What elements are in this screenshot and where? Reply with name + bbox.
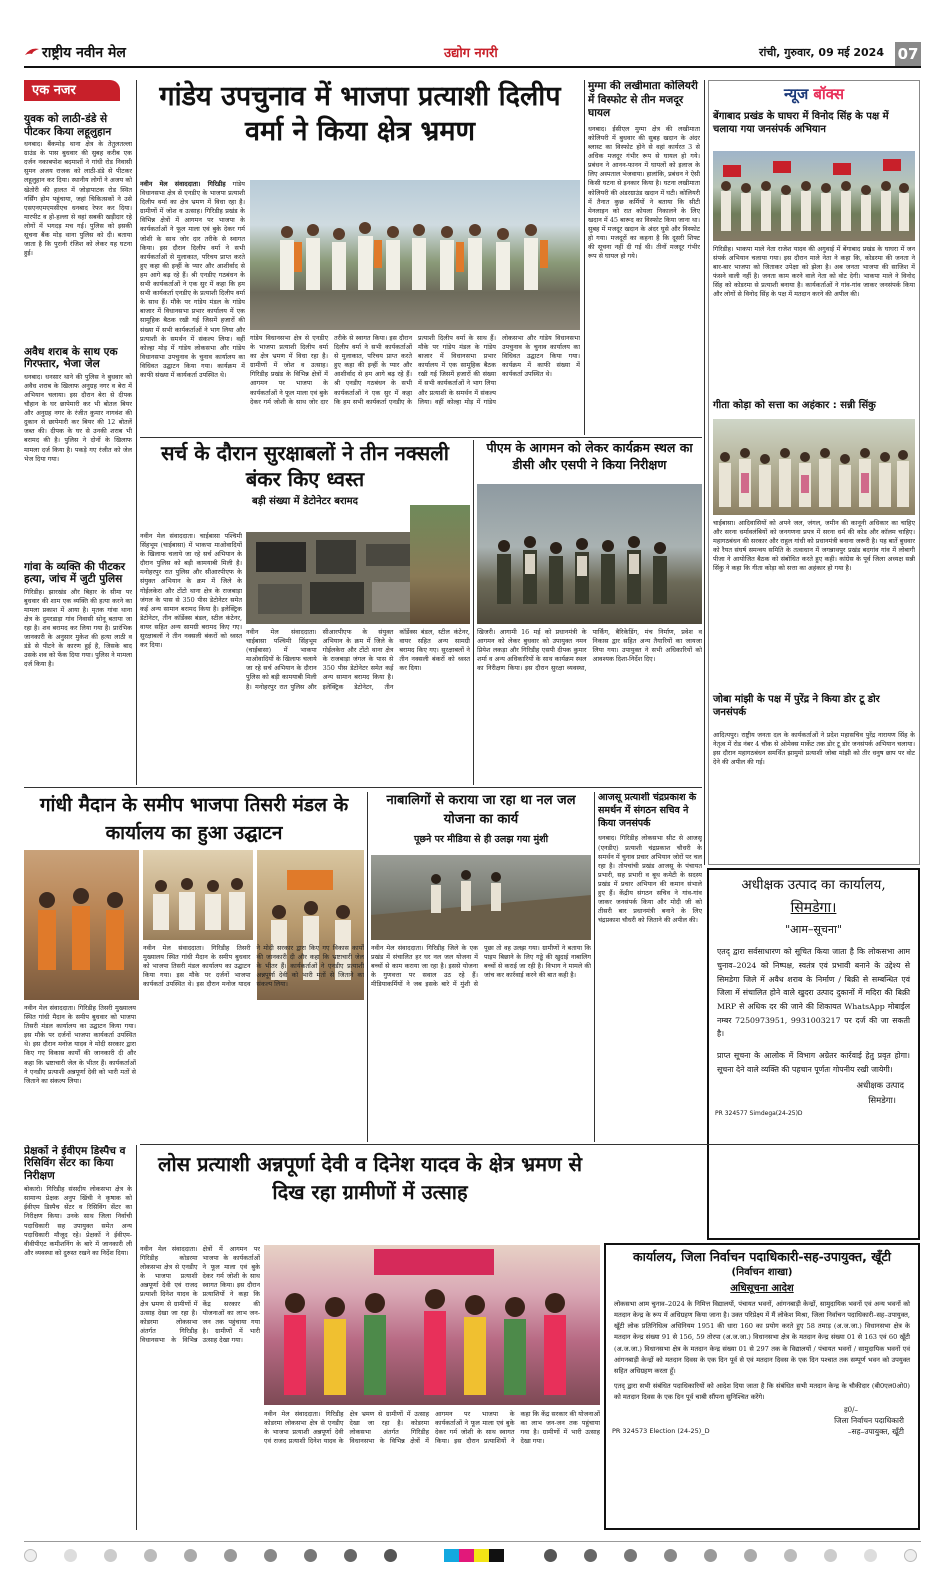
reg-dot (184, 1549, 197, 1562)
divider (136, 80, 137, 785)
reg-dot (144, 1549, 157, 1562)
black-swatch (489, 1549, 504, 1562)
divider (140, 1144, 920, 1145)
excise-ad-office: अधीक्षक उत्पाद का कार्यालय, (741, 877, 886, 893)
naxal-story-headline: सर्च के दौरान सुरक्षाबलों ने तीन नक्सली बंकर किए ध्वस्त (161, 441, 449, 491)
left-item-2-body: धनबाद। धनसार थाने की पुलिस ने बुधवार को अवैध शराब के खिलाफ अनुग्रह नगर व बेरा में अभियान चलाया। इस दौरान बेरा से दीपक चौहान के घर छापेमारी कर भी बोतल बियर और अनुग्रह नगर के रंजीत कुमार नागवंश की दुकान से छापेमारी कर बियर की 12 बोतलें जब्त की। दीपक के घर से उनकी शराब भी बरामद की है। पुलिस ने दोनों के खिलाफ मामला दर्ज किया है। पकड़े गए रंजीत को जेल भेज दिया गया। (24, 372, 132, 463)
left-column-header: एक नजर (24, 80, 120, 101)
gandhi-story-body: नवीन मेल संवाददाता। गिरिडीह तिसरी मुख्यालय स्थित गांधी मैदान के समीप बुधवार को भाजपा तिसरी मंडल कार्यालय का उद्घाटन किया गया। इस मौके पर दर्जनों भाजपा कार्यकर्ता उपस्थित थे। इस दौरान मनोज यादव ने मोदी सरकार द्वारा किए गए विकास कार्यों की जानकारी दी और कहा कि भ्रष्टाचारी जेल के भीतर हैं। कार्यकर्ताओं ने एनडीए प्रत्याशी अन्नपूर्णा देवी को भारी मतों से जिताने का संकल्प लिया। (24, 1004, 136, 1085)
election-ad-body-2: एतद् द्वारा सभी संबंधित पदाधिकारियों को आदेश दिया जाता है कि संबंधित सभी मतदान केन्द्र के चौकीदार (बी0एल0ओ0) को मतदान दिवस के एक दिन पूर्व चाबी सौंपना सुनिश्चित करेंगे। (614, 1382, 910, 1402)
paper-logo-bird-icon (24, 45, 40, 59)
reg-dot (264, 1549, 277, 1562)
ajsu-story-body: धनबाद। गिरिडीह लोकसभा सीट से आजसू (एनडीए) प्रत्याशी चंद्रप्रकाश चौधरी के समर्थन में चुनाव प्रचार अभियान जोरों पर चल रहा है। तोपचांची प्रखंड आजसू के पंचायत प्रभारी, सह प्रभारी व बूथ कमेटी के सदस्य प्रखंड में प्रचार अभियान की कमान संभाले हुए हैं। केंद्रीय संगठन सचिव ने गांव-गांव जाकर जनसंपर्क किया और मोदी जी को तीसरी बार प्रधानमंत्री बनाने के लिए चंद्रप्रकाश चौधरी को जिताने की अपील की। (598, 834, 702, 925)
reg-dot (624, 1549, 637, 1562)
water-story-body: नवीन मेल संवाददाता। गिरिडीह जिले के एक प्रखंड में संचालित हर घर नल जल योजना में बच्चों से काम कराया जा रहा है। इससे योजना के गुणवत्ता पर सवाल उठ रहे हैं। मीडियाकर्मियों ने जब इसके बारे में मुंशी से पूछा तो वह उलझ गया। ग्रामीणों ने बताया कि पाइप बिछाने के लिए गड्ढे की खुदाई नाबालिग बच्चों से कराई जा रही है। विभाग ने मामले की जांच कर कार्रवाई करने की बात कही है। (371, 944, 591, 989)
divider (473, 440, 474, 785)
election-ad-memo: ह0/– (843, 1405, 858, 1414)
news-box-story-1-headline: बेंगाबाद प्रखंड के घाघरा में विनोद सिंह के पक्ष में चलाया गया जनसंपर्क अभियान (713, 110, 889, 135)
annpurna-story-text-cols-2 (264, 1410, 600, 1530)
divider (136, 1145, 137, 1530)
election-ad-signatory: जिला निर्वाचन पदाधिकारी (834, 1415, 904, 1425)
news-box (708, 80, 920, 865)
news-box-story-1-photo (713, 151, 915, 241)
coal-story-headline: मुग्मा की लखीमाता कोलियरी में विस्फोट से तीन मजदूर घायल (588, 80, 698, 120)
news-box-story-3-body: आदित्यपुर। राष्ट्रीय जनता दल के कार्यकर्ताओं ने प्रदेश महासचिव पुरेंद्र नारायण सिंह के नेतृत्व में रोड नंबर 4 चौक से ओमेक्स मार्केट तक डोर टू डोर जनसंपर्क अभियान चलाया। इस दौरान महागठबंधन समर्थित झामुमो प्रत्याशी जोबा मांझी को तीर धनुष छाप पर वोट देने की अपील की गई। (713, 731, 915, 767)
gandhi-story-headline: गांधी मैदान के समीप भाजपा तिसरी मंडल के कार्यालय का हुआ उद्घाटन (39, 794, 349, 844)
annpurna-story-body: नवीन मेल संवाददाता। गिरिडीह कोडरमा लोकसभा क्षेत्र से एनडीए के भाजपा प्रत्याशी अन्नपूर्णा देवी एवं राजद प्रत्याशी दिनेश यादव के क्षेत्र भ्रमण से ग्रामीणों में उत्साह देखा जा रहा है। कोडरमा लोकसभा अंतर्गत गिरिडीह विधानसभा के विभिन्न क्षेत्रों में आगमन पर भाजपा के कार्यकर्ताओं ने फूल माला एवं बुके देकर गर्म जोशी के साथ स्वागत किया। इस दौरान प्रत्याशियों ने कहा कि केंद्र सरकार की योजनाओं का लाभ जन-जन तक पहुंचाया गया है। ग्रामीणों में भारी उत्साह देखा गया। (140, 1245, 260, 1344)
left-column-lower (24, 1145, 132, 1533)
masthead (24, 42, 921, 68)
section-name: उद्योग नगरी (444, 46, 498, 61)
reg-dot (304, 1549, 317, 1562)
coal-story (588, 80, 700, 435)
left-item-4-body: बोकारो। गिरिडीह संसदीय लोकसभा क्षेत्र के सामान्य प्रेक्षक अनुप खिंची ने कृषाक को ईवीएम डिस्पैच सेंटर व रिसिविंग सेंटर का निरीक्षण किया। उनके साथ जिला निर्वाची पदाधिकारी सह उपायुक्त समेत अन्य पदाधिकारी मौजूद रहे। प्रेक्षकों ने ईवीएम-वीवीपीएट कमीशनिंग के बारे में जानकारी ली और व्यवस्था को दुरुस्त रखने का निर्देश दिया। (24, 1185, 132, 1257)
annpurna-story-headline: लोस प्रत्याशी अन्नपूर्णा देवी व दिनेश यादव के क्षेत्र भ्रमण से दिख रहा ग्रामीणों में उत्साह (157, 1152, 583, 1205)
reg-dot (744, 1549, 757, 1562)
excise-notice-ad (707, 868, 920, 1240)
left-item-3-body: गिरिडीह। झारखंड और बिहार के सीमा पर बुधवार की शाम एक व्यक्ति की हत्या करने का मामला प्रकाश में आया है। मृतक गांवा थाना क्षेत्र के दुमरडाड़ा गांव निवासी सोनू बताया जा रहा है। शव बरामद कर लिया गया है। प्रारंभिक जानकारी के अनुसार मुकेश की हत्या लाठी व डंडे से पीटने के कारण हुई है, जिसके बाद उसके शव को फेंक दिया गया। पुलिस ने मामला दर्ज किया है। (24, 587, 132, 669)
left-item-1-body: धनबाद। बैंकमोड़ थाना क्षेत्र के तेतुलतल्ला ग्राउंड के पास बुधवार की सुबह करीब एक दर्जन नकाबपोश बदमाशों ने गांधी रोड निवासी सुमन अजय राजक को लाठी-डंडे से पीटकर लहूलुहान कर दिया। स्थानीय लोगों ने अजय को खेतोरी की हालत में जोड़ापाटक रोड स्थित नर्सिंग होम पहुंचाया, जहां चिकित्सकों ने उसे एसएनएमएमसीएच धनबाद रेफर कर दिया। मारपीट व हो-हल्ला से वहां सबकी खड़ीदार रहे लोगों में भगदड़ मच गई। पुलिस को इसकी सूचना बैंक मोड़ थाना पुलिस को दी। बताया जाता है कि पुरानी रंजिश को लेकर यह घटना हुई। (24, 140, 132, 258)
news-box-story-2-photo (713, 419, 915, 515)
divider (367, 792, 368, 1142)
water-story-headline: नाबालिगों से कराया जा रहा था नल जल योजना का कार्य (386, 793, 576, 827)
group-photo-figures-icon (250, 180, 580, 330)
news-box-header (709, 81, 919, 104)
gandhi-photo-1 (24, 850, 139, 1000)
water-story-text-cols (371, 944, 591, 1142)
water-story-subhead: पूछने पर मीडिया से ही उलझ गया मुंशी (413, 833, 549, 845)
reg-dot (224, 1549, 237, 1562)
cmyk-bar (444, 1549, 504, 1562)
excise-ad-signatory-place: सिमडेगा। (868, 1096, 896, 1107)
coal-story-body: धनबाद। ईसीएल मुग्मा क्षेत्र की लखीमाता कोलियरी में बुधवार की सुबह खदान के अंदर ब्लास्ट का विस्फोट होने से वहां कार्यरत 3 से अधिक मजदूर गंभीर रूप से घायल हो गये। प्रबंधन ने आनन-फानन में घायलों को इलाज के लिए अस्पताल भेजवाया। हालांकि, प्रबंधन ने ऐसी किसी घटना से इनकार किया है। घटना लखीमाता कोलियरी की अंडरग्राउंड खदान में घटी। कोलियरी में तैनात कुछ कर्मियों ने बताया कि सीटी मेनलाइन को रात कोयला निकालने के लिए खदान में 45 बारूद का विस्फोट किया जाना था। सुबह में मजदूर खदान के अंदर घुसे और विस्फोट हो गया। मजदूरों का कहना है कि दूसरी शिफ्ट की सूचना नहीं दी गई थी। तीनों मजदूर गंभीर रूप से घायल हो गये। (588, 124, 700, 261)
election-notice-ad (604, 1243, 920, 1530)
news-box-story-1-body: गिरिडीह। भाकपा माले नेता राजेश यादव की अगुवाई में बेंगाबाद प्रखंड के घाघरा में जन संपर्क अभियान चलाया गया। इस दौरान माले नेता ने कहा कि, कोडरमा की जनता ने बार-बार भाजपा को जिताकर उपेक्षा को झेला है। अब जनता भाजपा की साजिश में फंसने वाली नहीं है। जनता काम करने वाले नेता को वोट देगी। भाकपा माले ने विनोद सिंह को कोडरमा से प्रत्याशी बनाया है। कार्यकर्ताओं ने गांव-गांव जाकर जनसंपर्क किया और लोगों से विनोद सिंह के पक्ष में मतदान करने की अपील की। (713, 245, 915, 299)
pm-inspection-photo (477, 484, 702, 624)
naxal-story-body-continued: नवीन मेल संवाददाता। चाईबासा पश्चिमी सिंहभूम (चाईबासा) में भाकपा माओवादियों के खिलाफ चलाये जा रहे सर्च अभियान के दौरान पुलिस को बड़ी कामयाबी मिली है। मनोहरपुर रात पुलिस और सीआरपीएफ के संयुक्त अभियान के क्रम में जिले के गोईलकेरा और टोंटो थाना क्षेत्र के राजबाड़ा जंगल के पास से 350 पीस डेटोनेटर समेत कई अन्य सामान बरामद किया है। इलेक्ट्रिक डेटोनेटर, तीन कॉर्डेक्स बंडल, स्टील कंटेनर, वायर सहित अन्य सामग्री बरामद किए गए। सुरक्षाबलों ने तीन नक्सली बंकरों को ध्वस्त कर दिया। (246, 628, 470, 691)
paper-name: राष्ट्रीय नवीन मेल (42, 45, 126, 61)
election-ad-body: लोकसभा आम चुनाव–2024 के निमित्त विद्यालयों, पंचायत भवनों, आंगनबाड़ी केन्द्रों, सामुदायिक भवनों एवं अन्य भवनों को मतदान केन्द्र के रूप में अधिग्रहण किया जाना है। उक्त परिप्रेक्ष्य में मैं लोकेश मिश्रा, जिला निर्वाचन पदाधिकारी–सह–उपायुक्त, खूँटी लोक प्रतिनिधित्व अधिनियम 1951 की धारा 160 का प्रयोग करते हुए 58 तमाड़ (अ.ज.जा.) विधानसभा क्षेत्र के मतदान केन्द्र संख्या 91 से 156, 59 तोरपा (अ.ज.जा.) विधानसभा क्षेत्र के मतदान केन्द्र संख्या 01 से 163 एवं 60 खूँटी (अ.ज.जा.) विधानसभा क्षेत्र के मतदान केन्द्र संख्या 01 से 297 तक के विद्यालयों / पंचायत भवनों / सामुदायिक भवनों एवं आंगनबाड़ी केन्द्रों को मतदान दिवस के एक दिन पूर्व से एवं मतदान दिवस के एक दिन पश्चात तक सम्पूर्ण भवन को उपयुक्त सहित अधिग्रहण करता हूँ। (614, 1299, 910, 1376)
pm-story-headline: पीएम के आगमन को लेकर कार्यक्रम स्थल का डीसी और एसपी ने किया निरीक्षण (486, 440, 693, 472)
election-ad-signatory-2: –सह–उपायुक्त, खूँटी (847, 1426, 904, 1436)
main-story-text-col-1 (140, 180, 245, 430)
main-story-body: गांडेय विधानसभा क्षेत्र से एनडीए के भाजपा प्रत्याशी दिलीप वर्मा का क्षेत्र भ्रमण में विधा रहा है। ग्रामीणों में जोश व उत्साह। गिरिडीह प्रखंड के विभिन्न क्षेत्रों में आगमन पर भाजपा के कार्यकर्ताओं ने फूल माला एवं बुके देकर गर्म जोशी के साथ जोर दार तरीके से स्वागत किया। इस दौरान दिलीप वर्मा ने सभी कार्यकर्ताओं से मुलाकात, परिचय प्राप्त करते हुए कहा की इन्हीं के प्यार और आशीर्वाद से हम आगे बढ़ रहे हैं। श्री एनडीए गठबंधन के सभी कार्यकर्ताओं ने एक सुर में कहा कि हम सभी कार्यकर्ता एनडीए के प्रत्याशी दिलीप वर्मा के साथ हैं। मौके पर गांडेय मंडल के गांडेय बाजार में विधानसभा प्रभार कार्यालय में एक सामूहिक बैठक रखी गई जिसमें हजारों की संख्या में सभी कार्यकर्ताओं ने भाग लिया और प्रत्याशी के समर्थन में संकल्प लिया। वहीं कोल्हा मोड़ में गांडेय लोकसभा और गांडेय विधानसभा उपचुनाव के चुनाव कार्यालय का विधिवत उद्घाटन किया गया। कार्यक्रम में काफी संख्या में कार्यकर्ता उपस्थित थे। (140, 180, 245, 379)
yellow-swatch (474, 1549, 489, 1562)
reg-dot (544, 1549, 557, 1562)
left-item-3-title: गांवा के व्यक्ति की पीटकर हत्या, जांच में जुटी पुलिस (24, 560, 126, 586)
women-supporters-icon (264, 1245, 600, 1405)
seated-group-icon (143, 850, 253, 940)
divider (584, 80, 585, 435)
main-story-byline: नवीन मेल संवाददाता। गिरिडीह (140, 180, 226, 188)
pm-story-body: खिजरी। आगामी 16 मई को प्रधानमंत्री के आगमन को लेकर बुधवार को उपायुक्त नमन प्रियेश लकड़ा और गिरिडीह एसपी दीपक कुमार शर्मा व अन्य अधिकारियों के साथ कार्यक्रम स्थल का निरीक्षण किया। इस दौरान सुरक्षा व्यवस्था, पार्किंग, बैरिकेडिंग, मंच निर्माण, प्रवेश व निकास द्वार सहित अन्य तैयारियों का जायजा लिया गया। उपायुक्त ने सभी अधिकारियों को आवश्यक दिशा-निर्देश दिए। (477, 628, 702, 673)
main-story-text-cols (250, 334, 580, 434)
main-story-photo (250, 180, 580, 330)
water-scheme-photo (371, 855, 591, 940)
ajsu-story-headline: आजसू प्रत्याशी चंद्रप्रकाश के समर्थन में संगठन सचिव ने किया जनसंपर्क (598, 792, 697, 829)
children-digging-icon (371, 855, 591, 940)
gandhi-story-body-continued: नवीन मेल संवाददाता। गिरिडीह तिसरी मुख्यालय स्थित गांधी मैदान के समीप बुधवार को भाजपा तिसरी मंडल कार्यालय का उद्घाटन किया गया। इस मौके पर दर्जनों भाजपा कार्यकर्ता उपस्थित थे। इस दौरान मनोज यादव ने मोदी सरकार द्वारा किए गए विकास कार्यों की जानकारी दी और कहा कि भ्रष्टाचारी जेल के भीतर हैं। कार्यकर्ताओं ने एनडीए प्रत्याशी अन्नपूर्णा देवी को भारी मतों से जिताने का संकल्प लिया। (143, 944, 364, 989)
election-ad-branch: (निर्वाचन शाखा) (731, 1267, 793, 1279)
news-box-story-3-headline: जोबा मांझी के पक्ष में पुरेंद्र ने किया डोर टू डोर जनसंपर्क (713, 694, 880, 718)
ajsu-story (598, 792, 702, 1142)
reg-dot (584, 1549, 597, 1562)
naxal-story-body: नवीन मेल संवाददाता। चाईबासा पश्चिमी सिंहभूम (चाईबासा) में भाकपा माओवादियों के खिलाफ चलाये जा रहे सर्च अभियान के दौरान पुलिस को बड़ी कामयाबी मिली है। मनोहरपुर रात पुलिस और सीआरपीएफ के संयुक्त अभियान के क्रम में जिले के गोईलकेरा और टोंटो थाना क्षेत्र के राजबाड़ा जंगल के पास से 350 पीस डेटोनेटर समेत कई अन्य सामान बरामद किया है। इलेक्ट्रिक डेटोनेटर, तीन कॉर्डेक्स बंडल, स्टील कंटेनर, वायर सहित अन्य सामग्री बरामद किए गए। सुरक्षाबलों ने तीन नक्सली बंकरों को ध्वस्त कर दिया। (140, 532, 242, 650)
naxal-story-text-cols (246, 628, 470, 782)
ribbon-cutting-icon (24, 850, 139, 1000)
divider (24, 787, 702, 788)
cyan-swatch (444, 1549, 459, 1562)
excise-ad-ref: PR 324577 Simdega(24-25)D (715, 1110, 803, 1118)
pm-story-text-cols (477, 628, 702, 782)
annpurna-story (140, 1150, 600, 1240)
left-item-2-title: अवैध शराब के साथ एक गिरफ्तार, भेजा जेल (24, 346, 118, 371)
reg-dot (904, 1549, 917, 1562)
registration-marks (24, 1546, 921, 1566)
excise-ad-body: एतद् द्वारा सर्वसाधारण को सूचित किया जाता है कि लोकसभा आम चुनाव–2024 को निष्पक्ष, स्वतंत्र एवं प्रभावी बनाने के उद्देश्य से सिमडेगा जिले में अवैध शराब के निर्माण / बिक्री से सम्बन्धित एवं जिला में संचालित होने वाले खुदरा उत्पाद दुकानों में मदिरा की बिक्री MRP से अधिक दर की जाने की शिकायत WhatsApp मोबाईल नम्बर 7250973951, 9931003217 पर दर्ज की जा सकती है। (717, 947, 910, 1039)
crowd-with-red-flags-icon (713, 151, 915, 241)
main-story-body-continued: गांडेय विधानसभा क्षेत्र से एनडीए के भाजपा प्रत्याशी दिलीप वर्मा का क्षेत्र भ्रमण में विधा रहा है। ग्रामीणों में जोश व उत्साह। गिरिडीह प्रखंड के विभिन्न क्षेत्रों में आगमन पर भाजपा के कार्यकर्ताओं ने फूल माला एवं बुके देकर गर्म जोशी के साथ जोर दार तरीके से स्वागत किया। इस दौरान दिलीप वर्मा ने सभी कार्यकर्ताओं से मुलाकात, परिचय प्राप्त करते हुए कहा की इन्हीं के प्यार और आशीर्वाद से हम आगे बढ़ रहे हैं। श्री एनडीए गठबंधन के सभी कार्यकर्ताओं ने एक सुर में कहा कि हम सभी कार्यकर्ता एनडीए के प्रत्याशी दिलीप वर्मा के साथ हैं। मौके पर गांडेय मंडल के गांडेय बाजार में विधानसभा प्रभार कार्यालय में एक सामूहिक बैठक रखी गई जिसमें हजारों की संख्या में सभी कार्यकर्ताओं ने भाग लिया और प्रत्याशी के समर्थन में संकल्प लिया। वहीं कोल्हा मोड़ में गांडेय लोकसभा और गांडेय विधानसभा उपचुनाव के चुनाव कार्यालय का विधिवत उद्घाटन किया गया। कार्यक्रम में काफी संख्या में कार्यकर्ता उपस्थित थे। (250, 334, 580, 406)
reg-dot (344, 1549, 357, 1562)
election-ad-notice-title: अधिसूचना आदेश (730, 1283, 794, 1295)
naxal-story-text-col-1 (140, 532, 242, 782)
magenta-swatch (459, 1549, 474, 1562)
reg-dot (784, 1549, 797, 1562)
reg-dot (704, 1549, 717, 1562)
footer-rule (24, 1541, 921, 1542)
officials-group-icon (477, 484, 702, 624)
reg-dot (104, 1549, 117, 1562)
reg-dot (384, 1549, 397, 1562)
annpurna-story-text-cols (140, 1245, 260, 1530)
meeting-crowd-icon (713, 419, 915, 515)
reg-dot (864, 1549, 877, 1562)
divider (704, 80, 705, 865)
election-ad-ref: PR 324573 Election (24-25)_D (612, 1426, 710, 1435)
left-item-4-title: प्रेक्षकों ने ईवीएम डिस्पैच व रिसिविंग सेंटर का किया निरीक्षण (24, 1145, 126, 1182)
excise-ad-signatory: अधीक्षक उत्पाद (856, 1081, 904, 1092)
main-story-headline: गांडेय उपचुनाव में भाजपा प्रत्याशी दिलीप वर्मा ने किया क्षेत्र भ्रमण (159, 81, 561, 147)
news-box-title-1: न्यूज (783, 85, 809, 103)
reg-dot (64, 1549, 77, 1562)
news-box-title-2: बॉक्स (813, 85, 845, 103)
news-box-story-2-headline: गीता कोड़ा को सत्ता का अहंकार : सन्नी सिंकु (713, 400, 876, 411)
reg-dot (664, 1549, 677, 1562)
reg-dot (824, 1549, 837, 1562)
annpurna-rally-photo (264, 1245, 600, 1405)
gandhi-photo-2 (143, 850, 253, 940)
excise-ad-place: सिमडेगा। (790, 899, 837, 916)
excise-ad-body-2: प्राप्त सूचना के आलोक में विभाग अग्रेतर कार्रवाई हेतु प्रवृत होगा। सूचना देने वाले व्यक्ति की पहचान पूर्णतः गोपनीय रखी जायेगी। (717, 1050, 910, 1074)
news-box-story-2-body: चाईबासा। आदिवासियों को अपने जल, जंगल, जमीन की कानूनी अधिकार का चाहिए और सरना धर्मावलंबियों को जनगणना प्रपत्र में सरना धर्म की कोड और कॉलम चाहिए। महागठबंधन की सरकार और राहुल गांधी को प्रधानमंत्री बनाना जरूरी है। यह बातें बुधवार को रैयत संघर्ष समन्वय समिति के तत्वाधान में जगन्नाथपुर प्रखंड बदगांव गांव में लोबागी पीजा ने आयोजित बैठक को संबोधित करते हुए कही। कांग्रेस के पूर्व जिला अध्यक्ष सन्नी सिंकु ने कहा कि गीता कोड़ा को सत्ता का अहंकार हो गया है। (713, 519, 915, 573)
excise-ad-notice-title: "आम–सूचना" (785, 923, 842, 937)
dateline: रांची, गुरुवार, 09 मई 2024 (759, 46, 884, 59)
naxal-bunker-photo (410, 505, 470, 624)
gandhi-story-text-cols (143, 944, 364, 1142)
reg-dot (24, 1549, 37, 1562)
divider (594, 792, 595, 1142)
election-ad-office: कार्यालय, जिला निर्वाचन पदाधिकारी-सह-उपायुक्त, खूँटी (633, 1249, 891, 1264)
gandhi-story-text-col-1 (24, 1004, 136, 1142)
left-item-1-title: युवक को लाठी-डंडे से पीटकर किया लहूलुहान (24, 113, 112, 138)
naxal-story-subhead: बड़ी संख्या में डेटोनेटर बरामद (252, 496, 358, 507)
divider (140, 437, 702, 438)
annpurna-story-body-continued: नवीन मेल संवाददाता। गिरिडीह कोडरमा लोकसभा क्षेत्र से एनडीए के भाजपा प्रत्याशी अन्नपूर्णा देवी एवं राजद प्रत्याशी दिनेश यादव के क्षेत्र भ्रमण से ग्रामीणों में उत्साह देखा जा रहा है। कोडरमा लोकसभा अंतर्गत गिरिडीह विधानसभा के विभिन्न क्षेत्रों में आगमन पर भाजपा के कार्यकर्ताओं ने फूल माला एवं बुके देकर गर्म जोशी के साथ स्वागत किया। इस दौरान प्रत्याशियों ने कहा कि केंद्र सरकार की योजनाओं का लाभ जन-जन तक पहुंचाया गया है। ग्रामीणों में भारी उत्साह देखा गया। (264, 1410, 600, 1446)
page-number: 07 (895, 42, 921, 66)
